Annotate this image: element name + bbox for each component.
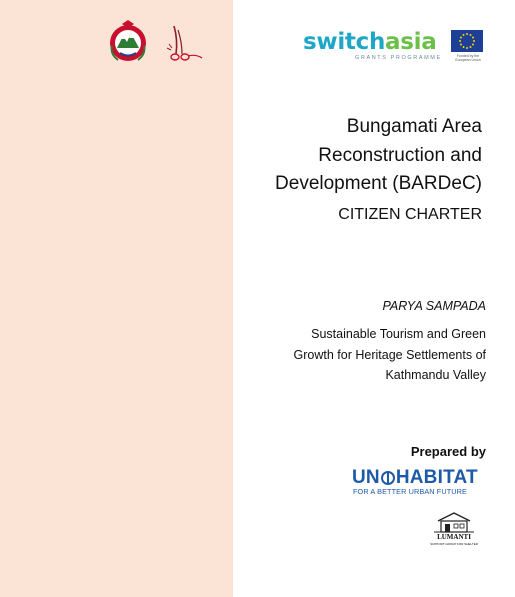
switch-asia-logo <box>303 29 443 63</box>
switch-asia-subtitle: GRANTS PROGRAMME <box>355 55 442 61</box>
un-habitat-wordmark <box>352 467 478 489</box>
title-line: Reconstruction and <box>318 144 482 166</box>
lumanti-name: LUMANTI <box>437 533 471 541</box>
title-line: Bungamati Area <box>346 116 482 137</box>
project-line: Kathmandu Valley <box>385 368 486 382</box>
globe-icon <box>381 471 395 485</box>
switch-asia-wordmark <box>303 29 436 55</box>
lumanti-logo <box>426 511 482 547</box>
un-habitat-left: UN <box>352 467 380 488</box>
un-habitat-right: HABITAT <box>395 467 478 488</box>
un-habitat-logo <box>352 467 486 497</box>
document-subtitle: CITIZEN CHARTER <box>338 206 482 223</box>
left-color-panel <box>0 0 233 597</box>
un-habitat-tagline: FOR A BETTER URBAN FUTURE <box>353 487 467 496</box>
project-line: Growth for Heritage Settlements of <box>293 347 486 362</box>
eu-caption: Funded by the European Union <box>455 54 481 62</box>
scissors-icon <box>166 24 204 64</box>
eu-flag-icon <box>451 30 483 52</box>
switch-word: switch <box>303 29 386 55</box>
title-line: Development (BARDeC) <box>275 173 482 194</box>
document-title <box>242 113 482 199</box>
lumanti-tagline: SUPPORT GROUP FOR SHELTER <box>430 542 478 546</box>
house-icon <box>426 511 482 533</box>
project-description <box>246 324 486 386</box>
asia-word: asia <box>385 29 437 55</box>
prepared-by-label: Prepared by <box>410 444 486 459</box>
national-emblem-icon <box>108 20 148 64</box>
programme-name: PARYA SAMPADA <box>382 299 486 313</box>
project-line: Sustainable Tourism and Green <box>311 327 486 341</box>
